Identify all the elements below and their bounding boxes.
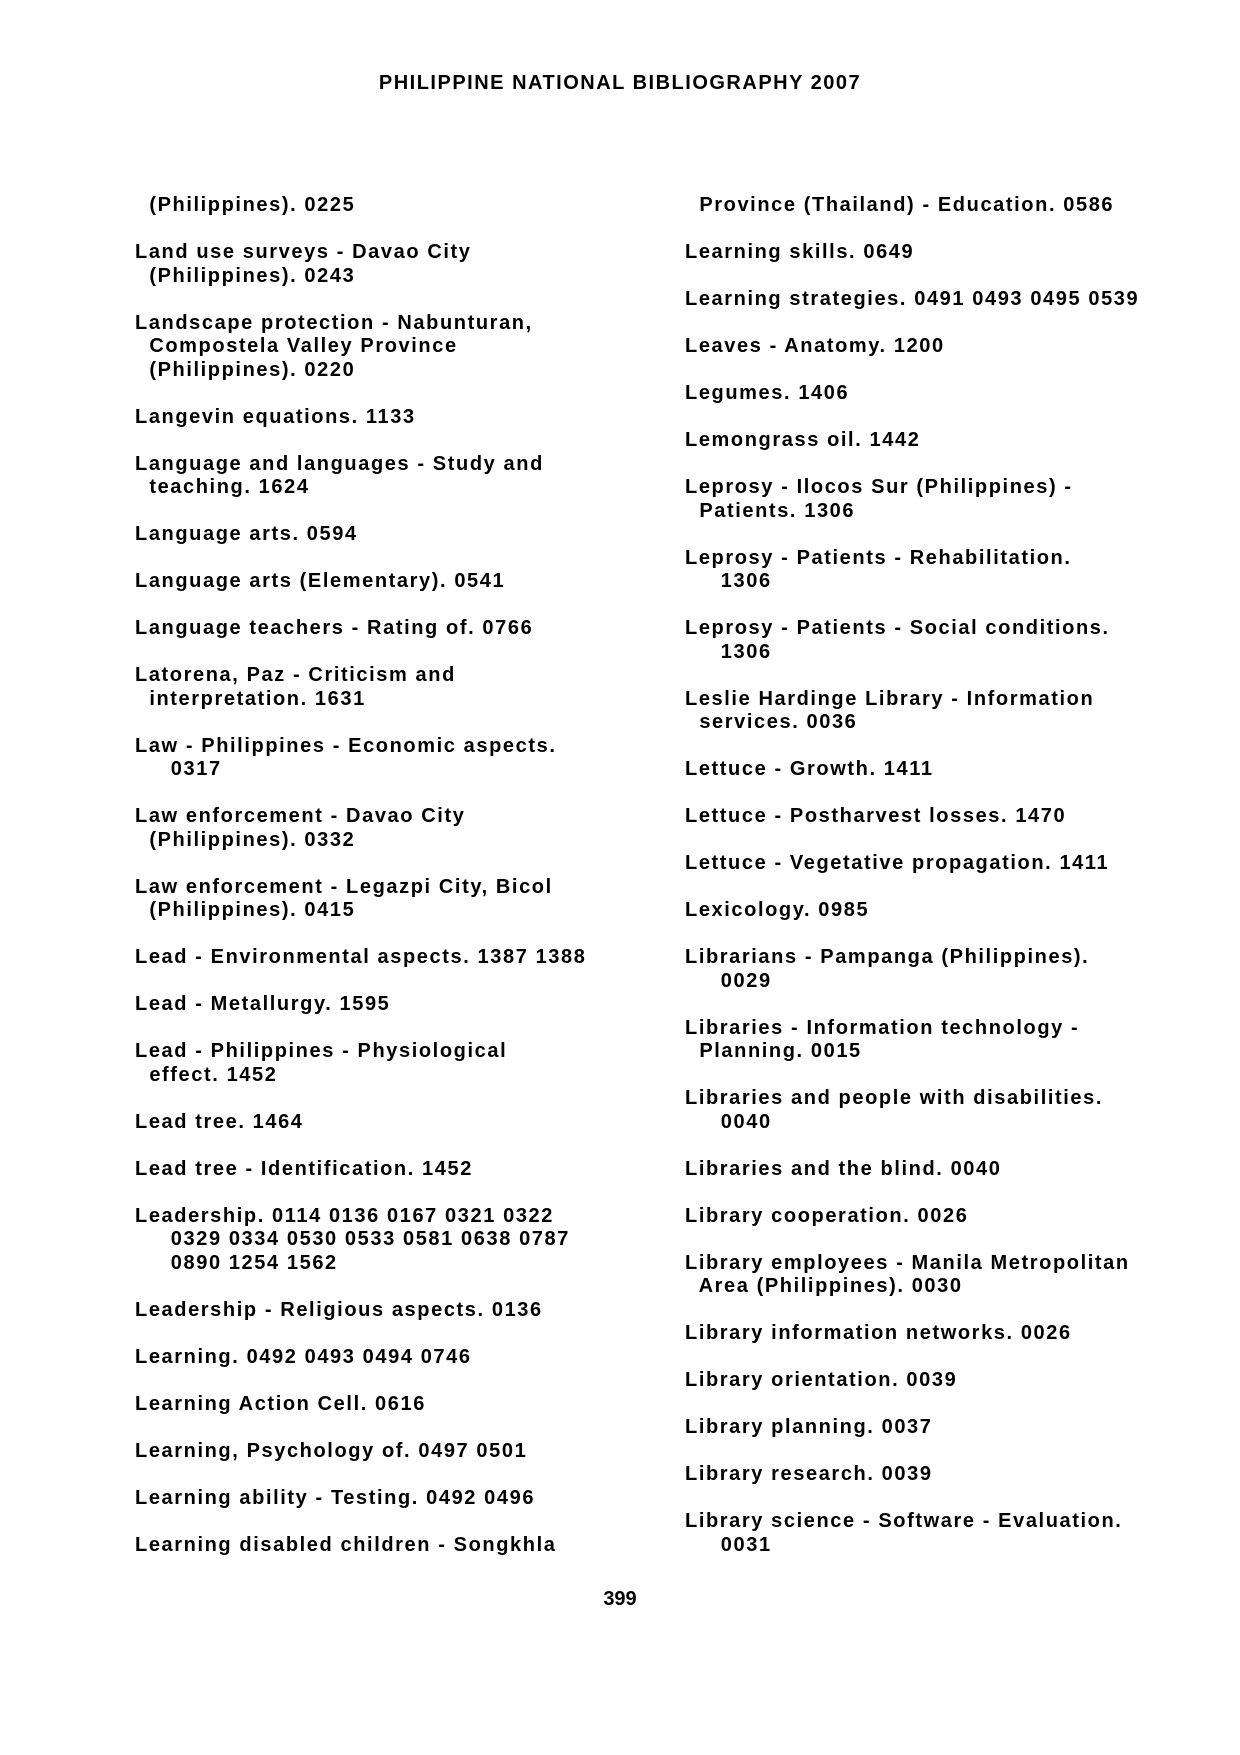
index-entry-line: Library research. 0039 — [685, 1463, 933, 1485]
index-entry-line: interpretation. 1631 — [135, 687, 366, 710]
index-entry-line: 0031 — [685, 1533, 772, 1556]
index-entry — [685, 852, 1225, 876]
index-entry-line: Libraries and the blind. 0040 — [685, 1157, 1002, 1180]
index-entry-line: Library planning. 0037 — [685, 1416, 933, 1438]
index-entry — [135, 523, 655, 547]
index-entry-line: teaching. 1624 — [135, 476, 310, 498]
index-entry — [685, 288, 1225, 312]
index-entry-line: services. 0036 — [685, 711, 858, 733]
index-entry — [135, 1534, 655, 1558]
index-entry — [685, 1322, 1225, 1346]
index-entry — [685, 1158, 1225, 1182]
index-entry — [685, 899, 1225, 923]
index-entry — [685, 547, 1225, 594]
index-entry — [685, 382, 1225, 406]
page-number: 399 — [603, 1588, 637, 1610]
index-entry — [135, 406, 655, 430]
index-entry-line: Language arts. 0594 — [135, 523, 358, 545]
index-entry-line: Leadership. 0114 0136 0167 0321 0322 — [135, 1204, 554, 1227]
index-entry — [135, 1487, 655, 1511]
index-entry — [135, 194, 655, 218]
index-entry — [685, 758, 1225, 782]
page-header: PHILIPPINE NATIONAL BIBLIOGRAPHY 2007 — [378, 72, 862, 94]
index-entry-line: Library orientation. 0039 — [685, 1369, 958, 1391]
index-entry-line: Area (Philippines). 0030 — [685, 1275, 963, 1297]
index-entry-line: Compostela Valley Province — [135, 335, 458, 357]
index-entry — [135, 1158, 655, 1182]
index-column-left — [135, 194, 655, 1581]
index-entry-line: (Philippines). 0243 — [135, 264, 356, 287]
index-entry — [685, 429, 1225, 453]
index-entry — [685, 476, 1225, 523]
index-entry — [685, 688, 1225, 735]
index-entry — [685, 1017, 1225, 1064]
index-entry — [685, 617, 1225, 664]
index-entry-line: Language arts (Elementary). 0541 — [135, 570, 506, 592]
index-entry-line: Leprosy - Patients - Rehabilitation. — [685, 546, 1072, 569]
index-entry-line: Libraries - Information technology - — [685, 1016, 1080, 1039]
index-entry-line: Lead - Environmental aspects. 1387 1388 — [135, 946, 587, 968]
index-entry-line: 0317 — [135, 758, 222, 780]
index-entry — [135, 312, 655, 383]
index-entry-line: 0040 — [685, 1110, 772, 1133]
index-entry-line: Leadership - Religious aspects. 0136 — [135, 1298, 543, 1321]
index-entry — [685, 946, 1225, 993]
index-entry-line: 0890 1254 1562 — [135, 1251, 338, 1274]
index-entry-line: Province (Thailand) - Education. 0586 — [685, 194, 1115, 216]
index-column-right — [685, 194, 1225, 1581]
index-entry-line: Library employees - Manila Metropolitan — [685, 1251, 1130, 1274]
index-entry — [135, 1346, 655, 1370]
index-entry-line: Libraries and people with disabilities. — [685, 1087, 1104, 1109]
index-entry-line: Leprosy - Patients - Social conditions. — [685, 617, 1110, 639]
index-entry-line: Learning Action Cell. 0616 — [135, 1392, 426, 1415]
index-entry-line: 1306 — [685, 640, 772, 663]
index-entry-line: Learning. 0492 0493 0494 0746 — [135, 1345, 472, 1368]
index-entry-line: (Philippines). 0332 — [135, 828, 356, 851]
index-entry — [685, 1463, 1225, 1487]
index-entry-line: Landscape protection - Nabunturan, — [135, 311, 533, 334]
index-entry-line: Leaves - Anatomy. 1200 — [685, 335, 945, 357]
index-entry — [685, 1087, 1225, 1134]
index-entry — [135, 664, 655, 711]
index-entry-line: Language and languages - Study and — [135, 452, 544, 475]
index-entry-line: Learning disabled children - Songkhla — [135, 1533, 557, 1556]
index-entry-line: (Philippines). 0225 — [135, 194, 356, 216]
index-entry-line: Planning. 0015 — [685, 1040, 862, 1062]
index-entry-line: 1306 — [685, 570, 772, 592]
index-entry-line: Leslie Hardinge Library - Information — [685, 687, 1095, 710]
index-entry — [135, 993, 655, 1017]
index-entry — [685, 194, 1225, 218]
index-entry — [135, 735, 655, 782]
index-entry-line: Lemongrass oil. 1442 — [685, 429, 921, 451]
index-entry-line: Learning, Psychology of. 0497 0501 — [135, 1439, 528, 1462]
index-entry — [135, 617, 655, 641]
index-entry-line: Leprosy - Ilocos Sur (Philippines) - — [685, 476, 1073, 498]
index-entry-line: Latorena, Paz - Criticism and — [135, 664, 456, 686]
index-entry-line: Language teachers - Rating of. 0766 — [135, 617, 534, 639]
index-entry-line: Learning strategies. 0491 0493 0495 0539 — [685, 288, 1140, 310]
index-entry-line: Law enforcement - Legazpi City, Bicol — [135, 875, 553, 898]
index-entry-line: Librarians - Pampanga (Philippines). — [685, 946, 1090, 968]
index-entry — [135, 1299, 655, 1323]
index-entry — [685, 805, 1225, 829]
index-entry-line: Langevin equations. 1133 — [135, 405, 416, 428]
index-entry — [135, 453, 655, 500]
index-entry-line: Lead - Philippines - Physiological — [135, 1040, 508, 1062]
index-entry-line: Legumes. 1406 — [685, 382, 850, 404]
index-entry-line: Lettuce - Postharvest losses. 1470 — [685, 805, 1067, 827]
index-entry — [135, 1040, 655, 1087]
index-entry — [135, 1205, 655, 1276]
index-entry-line: effect. 1452 — [135, 1063, 278, 1086]
index-entry — [135, 241, 655, 288]
index-entry — [135, 946, 655, 970]
index-entry — [685, 1416, 1225, 1440]
index-entry-line: (Philippines). 0415 — [135, 899, 356, 921]
index-entry-line: Library science - Software - Evaluation. — [685, 1510, 1123, 1532]
index-entry-line: Lexicology. 0985 — [685, 899, 870, 921]
index-entry — [135, 1440, 655, 1464]
index-entry — [135, 1393, 655, 1417]
index-entry-line: Land use surveys - Davao City — [135, 241, 472, 263]
index-entry-line: Learning skills. 0649 — [685, 241, 915, 263]
index-entry-line: Library cooperation. 0026 — [685, 1204, 969, 1227]
index-entry — [135, 1111, 655, 1135]
index-entry-line: Patients. 1306 — [685, 499, 856, 522]
index-entry-line: Law enforcement - Davao City — [135, 805, 466, 827]
index-entry-line: 0329 0334 0530 0533 0581 0638 0787 — [135, 1228, 570, 1250]
index-entry-line: Learning ability - Testing. 0492 0496 — [135, 1486, 536, 1509]
index-entry — [685, 1510, 1225, 1557]
index-entry — [135, 570, 655, 594]
index-entry — [135, 805, 655, 852]
index-entry-line: Law - Philippines - Economic aspects. — [135, 734, 557, 757]
index-entry-line: Lead - Metallurgy. 1595 — [135, 993, 391, 1015]
index-entry — [685, 1369, 1225, 1393]
index-entry-line: (Philippines). 0220 — [135, 358, 356, 381]
index-entry-line: Lettuce - Growth. 1411 — [685, 758, 934, 780]
index-entry — [135, 876, 655, 923]
index-entry-line: 0029 — [685, 969, 772, 992]
index-entry — [685, 1205, 1225, 1229]
index-entry-line: Lead tree - Identification. 1452 — [135, 1157, 473, 1180]
index-entry-line: Lettuce - Vegetative propagation. 1411 — [685, 852, 1110, 874]
index-entry — [685, 335, 1225, 359]
index-entry — [685, 1252, 1225, 1299]
index-entry-line: Library information networks. 0026 — [685, 1322, 1072, 1344]
index-entry-line: Lead tree. 1464 — [135, 1110, 304, 1133]
index-entry — [685, 241, 1225, 265]
